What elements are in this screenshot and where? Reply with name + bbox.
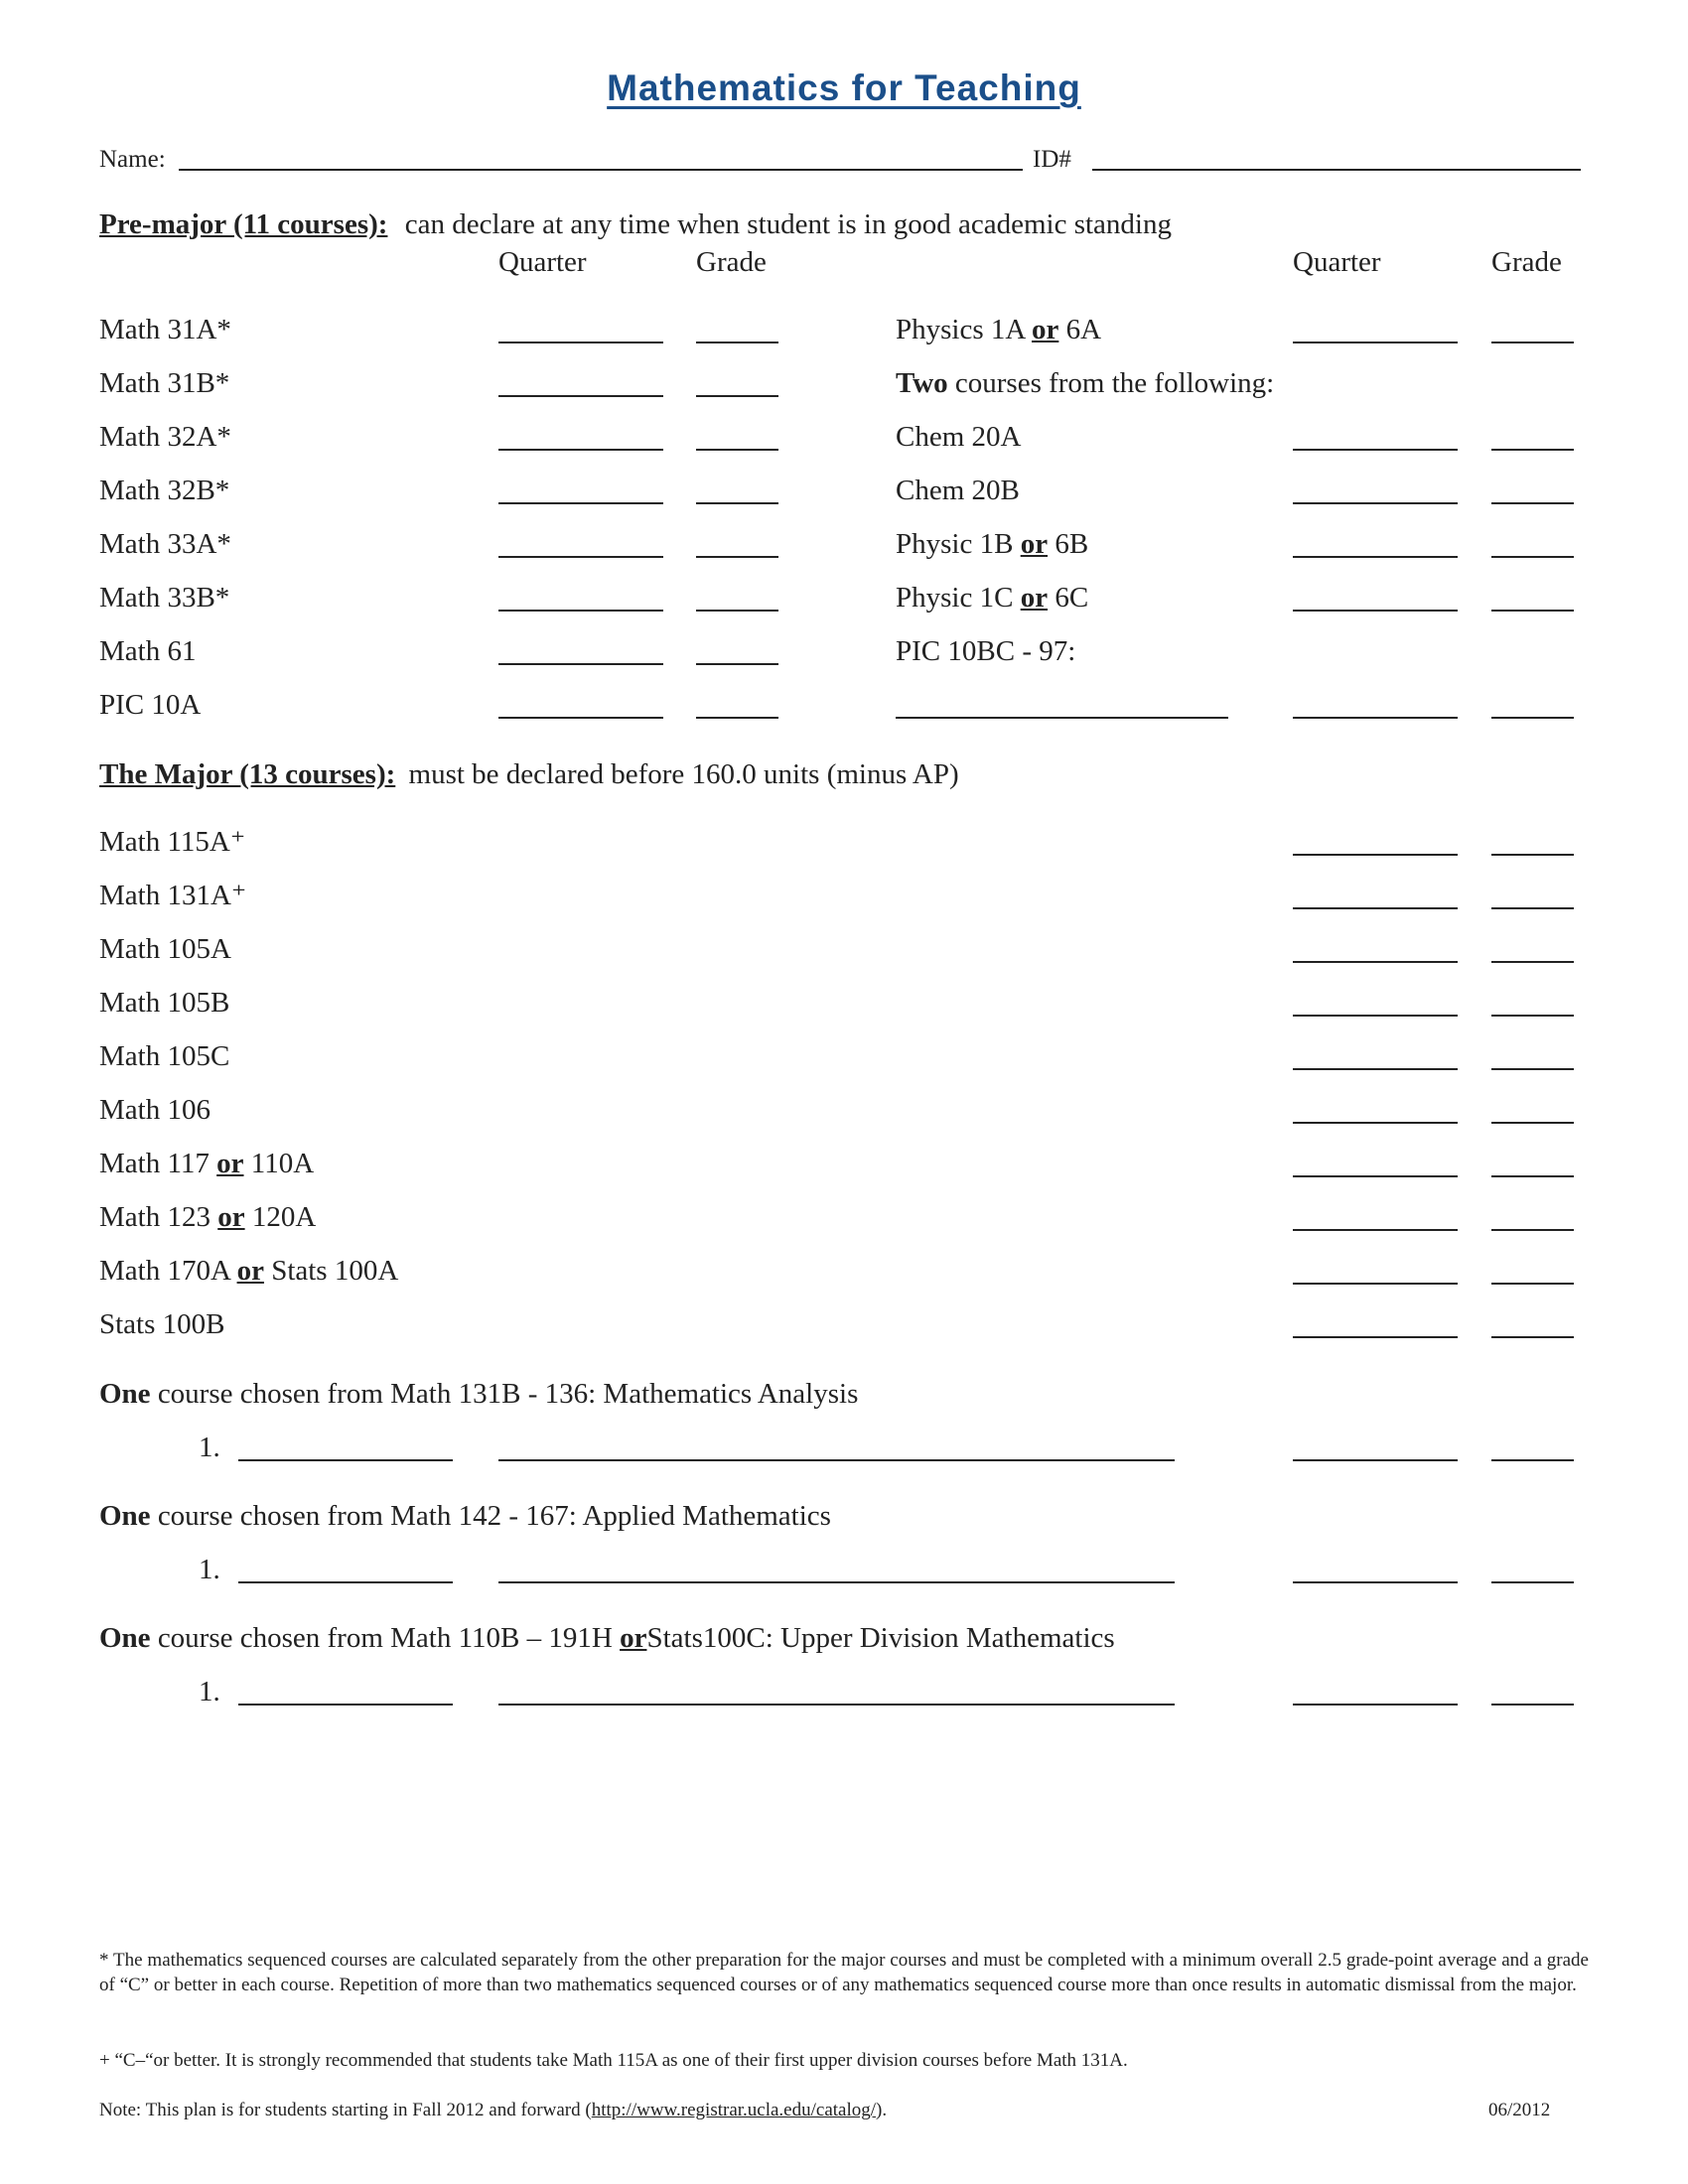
course-physics-1a-label: Physics 1A xyxy=(896,314,1025,345)
grade-field[interactable] xyxy=(1491,502,1574,504)
quarter-field[interactable] xyxy=(1293,907,1458,909)
course-title-field[interactable] xyxy=(498,1581,1175,1583)
quarter-field[interactable] xyxy=(1293,610,1458,612)
course-math-32a: Math 32A* xyxy=(99,421,231,453)
or-label: or xyxy=(1031,314,1059,345)
course-math-106: Math 106 xyxy=(99,1094,211,1126)
grade-field[interactable] xyxy=(696,449,778,451)
course-number-field[interactable] xyxy=(238,1581,453,1583)
course-chem-20a: Chem 20A xyxy=(896,421,1022,453)
quarter-field[interactable] xyxy=(1293,961,1458,963)
course-math-110a-label: 110A xyxy=(250,1148,315,1179)
or-label: or xyxy=(1020,528,1049,560)
grade-field[interactable] xyxy=(696,395,778,397)
course-physics-1a xyxy=(896,316,1101,344)
quarter-field[interactable] xyxy=(1293,1068,1458,1070)
col-quarter-right: Quarter xyxy=(1293,246,1381,278)
quarter-field[interactable] xyxy=(1293,1336,1458,1338)
grade-field[interactable] xyxy=(1491,1122,1574,1124)
course-math-131a: Math 131A⁺ xyxy=(99,880,247,911)
or-label: or xyxy=(217,1201,245,1233)
course-math-32b: Math 32B* xyxy=(99,475,230,506)
or-label: or xyxy=(236,1255,264,1287)
course-chem-20b: Chem 20B xyxy=(896,475,1020,506)
grade-field[interactable] xyxy=(1491,1175,1574,1177)
quarter-field[interactable] xyxy=(498,610,663,612)
page-title: Mathematics for Teaching xyxy=(607,68,1081,108)
grade-field[interactable] xyxy=(1491,341,1574,343)
course-physic-1c-label: Physic 1C xyxy=(896,582,1014,614)
pic-course-field[interactable] xyxy=(896,717,1228,719)
grade-field[interactable] xyxy=(1491,556,1574,558)
course-physic-6c-label: 6C xyxy=(1055,582,1089,614)
name-field[interactable] xyxy=(179,169,1023,171)
quarter-field[interactable] xyxy=(1293,502,1458,504)
course-math-105c: Math 105C xyxy=(99,1040,230,1072)
course-physic-1b xyxy=(896,530,1088,559)
two-label: Two xyxy=(896,367,948,399)
course-math-61: Math 61 xyxy=(99,635,197,667)
quarter-field[interactable] xyxy=(498,556,663,558)
elective-analysis-heading xyxy=(99,1380,858,1409)
quarter-field[interactable] xyxy=(1293,717,1458,719)
course-math-33b: Math 33B* xyxy=(99,582,230,614)
course-title-field[interactable] xyxy=(498,1459,1175,1461)
course-physics-6a-label: 6A xyxy=(1065,314,1102,345)
elective-number: 1. xyxy=(199,1676,220,1707)
course-math-120a-label: 120A xyxy=(251,1201,317,1233)
quarter-field[interactable] xyxy=(1293,341,1458,343)
one-label: One xyxy=(99,1500,151,1532)
grade-field[interactable] xyxy=(1491,1336,1574,1338)
elective-upper-label: course chosen from Math 110B – 191H xyxy=(157,1622,613,1654)
course-math-117 xyxy=(99,1150,314,1178)
premajor-description: can declare at any time when student is in good academic standing xyxy=(404,208,1172,240)
quarter-field[interactable] xyxy=(1293,1581,1458,1583)
course-stats-100b: Stats 100B xyxy=(99,1308,225,1340)
premajor-heading-row xyxy=(99,210,1172,239)
course-math-115a: Math 115A⁺ xyxy=(99,826,246,858)
course-physic-1b-label: Physic 1B xyxy=(896,528,1014,560)
major-heading-row xyxy=(99,760,959,789)
grade-field[interactable] xyxy=(1491,449,1574,451)
quarter-field[interactable] xyxy=(1293,1122,1458,1124)
elective-number: 1. xyxy=(199,1554,220,1585)
two-courses-heading xyxy=(896,369,1274,398)
grade-field[interactable] xyxy=(696,610,778,612)
footnote-star: * The mathematics sequenced courses are calculated separately from the other preparation for the major courses and must be completed with a minimum overall 2.5 grade-point average and a grade of “C” or better in each course. Repetition of more than two mathematics sequenced courses or of any mathematics sequenced course more than once results in automatic dismissal from the major. xyxy=(99,1950,1589,1995)
revision-date: 06/2012 xyxy=(1488,2100,1551,2120)
course-math-123 xyxy=(99,1203,316,1232)
grade-field[interactable] xyxy=(1491,907,1574,909)
quarter-field[interactable] xyxy=(498,395,663,397)
one-label: One xyxy=(99,1622,151,1654)
quarter-field[interactable] xyxy=(1293,556,1458,558)
grade-field[interactable] xyxy=(1491,961,1574,963)
grade-field[interactable] xyxy=(1491,854,1574,856)
id-field[interactable] xyxy=(1092,169,1581,171)
id-label: ID# xyxy=(1033,146,1071,173)
col-grade-left: Grade xyxy=(696,246,767,278)
grade-field[interactable] xyxy=(696,341,778,343)
col-quarter-left: Quarter xyxy=(498,246,587,278)
quarter-field[interactable] xyxy=(1293,854,1458,856)
course-math-170a-label: Math 170A xyxy=(99,1255,230,1287)
course-pic-10bc: PIC 10BC - 97: xyxy=(896,635,1076,667)
one-label: One xyxy=(99,1378,151,1410)
course-math-117-label: Math 117 xyxy=(99,1148,210,1179)
quarter-field[interactable] xyxy=(498,502,663,504)
grade-field[interactable] xyxy=(696,556,778,558)
quarter-field[interactable] xyxy=(498,341,663,343)
grade-field[interactable] xyxy=(1491,717,1574,719)
grade-field[interactable] xyxy=(1491,1229,1574,1231)
grade-field[interactable] xyxy=(696,663,778,665)
major-description: must be declared before 160.0 units (minus AP) xyxy=(408,758,959,790)
col-grade-right: Grade xyxy=(1491,246,1562,278)
footnote-plus: + “C–“or better. It is strongly recommended that students take Math 115A as one of their first upper division courses before Math 131A. xyxy=(99,2050,1128,2071)
or-label: or xyxy=(620,1622,647,1654)
quarter-field[interactable] xyxy=(1293,1229,1458,1231)
name-label: Name: xyxy=(99,146,166,173)
elective-applied-heading xyxy=(99,1502,831,1531)
course-math-105b: Math 105B xyxy=(99,987,230,1019)
quarter-field[interactable] xyxy=(1293,1015,1458,1017)
quarter-field[interactable] xyxy=(1293,1283,1458,1285)
quarter-field[interactable] xyxy=(498,449,663,451)
grade-field[interactable] xyxy=(1491,1015,1574,1017)
quarter-field[interactable] xyxy=(1293,449,1458,451)
elective-upper-heading xyxy=(99,1624,1115,1653)
grade-field[interactable] xyxy=(1491,1704,1574,1706)
quarter-field[interactable] xyxy=(1293,1459,1458,1461)
or-label: or xyxy=(216,1148,244,1179)
grade-field[interactable] xyxy=(1491,1459,1574,1461)
or-label: or xyxy=(1020,582,1049,614)
course-number-field[interactable] xyxy=(238,1459,453,1461)
major-heading: The Major (13 courses): xyxy=(99,758,396,790)
course-math-31b: Math 31B* xyxy=(99,367,230,399)
course-physic-1c xyxy=(896,584,1088,613)
grade-field[interactable] xyxy=(696,717,778,719)
course-number-field[interactable] xyxy=(238,1704,453,1706)
course-pic-10a: PIC 10A xyxy=(99,689,202,721)
two-rest-label: courses from the following: xyxy=(954,367,1275,399)
course-math-33a: Math 33A* xyxy=(99,528,231,560)
elective-number: 1. xyxy=(199,1432,220,1463)
course-title-field[interactable] xyxy=(498,1704,1175,1706)
grade-field[interactable] xyxy=(1491,610,1574,612)
course-math-105a: Math 105A xyxy=(99,933,231,965)
elective-upper-label-cont: Stats100C: Upper Division Mathematics xyxy=(646,1622,1115,1654)
quarter-field[interactable] xyxy=(498,663,663,665)
elective-analysis-label: course chosen from Math 131B - 136: Mathematics Analysis xyxy=(157,1378,859,1410)
course-math-31a: Math 31A* xyxy=(99,314,231,345)
course-math-170a xyxy=(99,1257,398,1286)
grade-field[interactable] xyxy=(1491,1068,1574,1070)
note-text-end: ). xyxy=(876,2100,888,2120)
note-line xyxy=(99,2098,887,2122)
course-math-123-label: Math 123 xyxy=(99,1201,211,1233)
catalog-link[interactable]: http://www.registrar.ucla.edu/catalog/ xyxy=(591,2100,877,2120)
grade-field[interactable] xyxy=(1491,1581,1574,1583)
premajor-heading: Pre-major (11 courses): xyxy=(99,208,388,240)
quarter-field[interactable] xyxy=(1293,1704,1458,1706)
grade-field[interactable] xyxy=(1491,1283,1574,1285)
quarter-field[interactable] xyxy=(1293,1175,1458,1177)
quarter-field[interactable] xyxy=(498,717,663,719)
course-stats-100a-label: Stats 100A xyxy=(271,1255,399,1287)
course-physic-6b-label: 6B xyxy=(1055,528,1089,560)
elective-applied-label: course chosen from Math 142 - 167: Applied Mathematics xyxy=(157,1500,831,1532)
note-text: Note: This plan is for students starting in Fall 2012 and forward ( xyxy=(99,2100,592,2120)
grade-field[interactable] xyxy=(696,502,778,504)
